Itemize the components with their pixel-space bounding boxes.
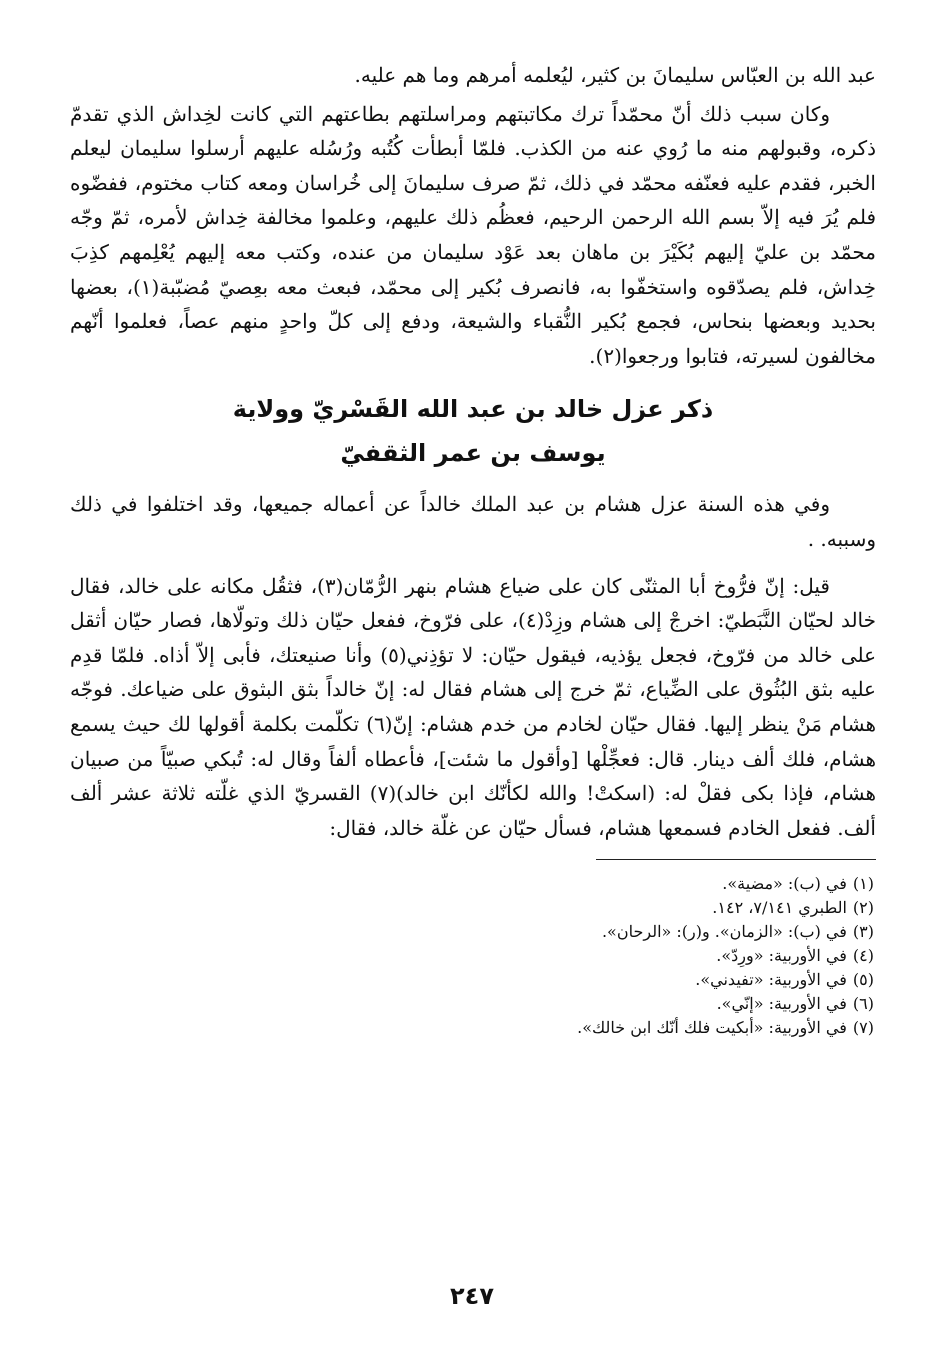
footnote-number: (٢) bbox=[852, 898, 874, 918]
footnote-text: الطبري ٧/١٤١، ١٤٢. bbox=[712, 898, 847, 918]
footnote-text: في الأوربية: «تفيدني». bbox=[695, 970, 847, 990]
paragraph-dismissal: وفي هذه السنة عزل هشام بن عبد الملك خالداً عن أعماله جميعها، وقد اختلفوا في ذلك وسببه. . bbox=[70, 492, 876, 551]
footnote bbox=[70, 920, 876, 944]
page-body bbox=[70, 58, 876, 1040]
footnote-number: (٣) bbox=[852, 922, 874, 942]
footnote-divider bbox=[596, 859, 876, 860]
footnote-number: (٤) bbox=[852, 946, 874, 966]
footnote-number: (١) bbox=[852, 874, 874, 894]
section-heading bbox=[70, 387, 876, 475]
footnote bbox=[70, 992, 876, 1016]
footnote bbox=[70, 944, 876, 968]
footnote-number: (٥) bbox=[852, 970, 874, 990]
footnote-number: (٦) bbox=[852, 994, 874, 1014]
page-number: ٢٤٧ bbox=[450, 1282, 494, 1310]
section-heading-line-1: ذكر عزل خالد بن عبد الله القَسْريّ وولاية bbox=[232, 395, 714, 424]
footnote bbox=[70, 968, 876, 992]
section-heading-line-2: يوسف بن عمر الثقفيّ bbox=[340, 439, 606, 468]
footnote bbox=[70, 896, 876, 920]
footnote-text: في (ب): «الزمان». و(ر): «الرحان». bbox=[601, 922, 847, 942]
footnote-text: في (ب): «مضية». bbox=[722, 874, 847, 894]
footnote-number: (٧) bbox=[852, 1018, 874, 1038]
footnote bbox=[70, 1016, 876, 1040]
footnote bbox=[70, 872, 876, 896]
paragraph-farrukh: قيل: إنّ فرُّوخ أبا المثنّى كان على ضياع هشام بنهر الرُّمّان(٣)، فثقُل مكانه على خالد، فقال خالد لحيّان النَّبَطيّ: اخرجْ إلى هشام وزِدْ(٤)، على فرّوخ، ففعل حيّان ذلك وتولّاها، فصار حيّان أثقل على خالد من فرّوخ، فجعل يؤذيه، فيقول حيّان: لا تؤذِني(٥) وأنا صنيعتك، فأبى إلاّ أذاه. فلمّا قدِم عليه بثق البُثُوق على الضِّياع، ثمّ خرج إلى هشام فقال له: إنّ خالداً بثق البثوق على ضياعك. فوجّه هشام مَنْ ينظر إليها. فقال حيّان لخادم من خدم هشام: إنّ(٦) تكلّمت بكلمة أقولها لك حيث يسمع هشام، فلك ألف دينار. قال: فعجِّلْها [وأقول ما شئت]، فأعطاه ألفاً وقال له: تُبكي صبيّاً من صبيان هشام، فإذا بكى فقلْ له: (اسكتْ! والله لكأنّك ابن خالد)(٧) القسريّ الذي غلّته ثلاثة عشر ألف ألف. ففعل الخادم فسمعها هشام، فسأل حيّان عن غلّة خالد، فقال: bbox=[70, 573, 877, 840]
footnote-text: في الأوربية: «ورِدّ». bbox=[716, 946, 847, 966]
paragraph-continuation: عبد الله بن العبّاس سليمانَ بن كثير، ليُعلمه أمرهم وما هم عليه. bbox=[354, 63, 876, 87]
footnotes-list bbox=[70, 872, 876, 1040]
paragraph-khidash: وكان سبب ذلك أنّ محمّداً ترك مكاتبتهم ومراسلتهم بطاعتهم التي كانت لخِداش الذي تقدمّ ذكره، وقبولهم منه ما رُوي عنه من الكذب. فلمّا أبطأت كُتُبه ورُسُله عليهم أرسلوا سليمان ليعلم الخبر، فقدم عليه فعنّفه محمّد في ذلك، ثمّ صرف سليمانَ إلى خُراسان ومعه كتاب مختوم، ففضّوه فلم يُرَ فيه إلاّ بسم الله الرحمن الرحيم، فعظُم ذلك عليهم، وعلموا مخالفة خِداش لأمره، ثمّ وجّه محمّد بن عليّ إليهم بُكَيْرَ بن ماهان بعد عَوْد سليمان من عنده، وكتب معه إليهم يُعْلِمهم كذِبَ خِداش، فلم يصدّقوه واستخفّوا به، فانصرف بُكير إلى محمّد، فبعث معه بعِصيّ مُضبّبة(١)، بعضها بحديد وبعضها بنحاس، فجمع بُكير النُّقباء والشيعة، ودفع إلى كلّ واحدٍ منهم عصاً، فعلموا أنّهم مخالفون لسيرته، فتابوا ورجعوا(٢). bbox=[70, 101, 877, 368]
footnote-text: في الأوربية: «أبكيت فلك أنّك ابن خالك». bbox=[577, 1018, 847, 1038]
footnote-text: في الأوربية: «إنّي». bbox=[716, 994, 847, 1014]
